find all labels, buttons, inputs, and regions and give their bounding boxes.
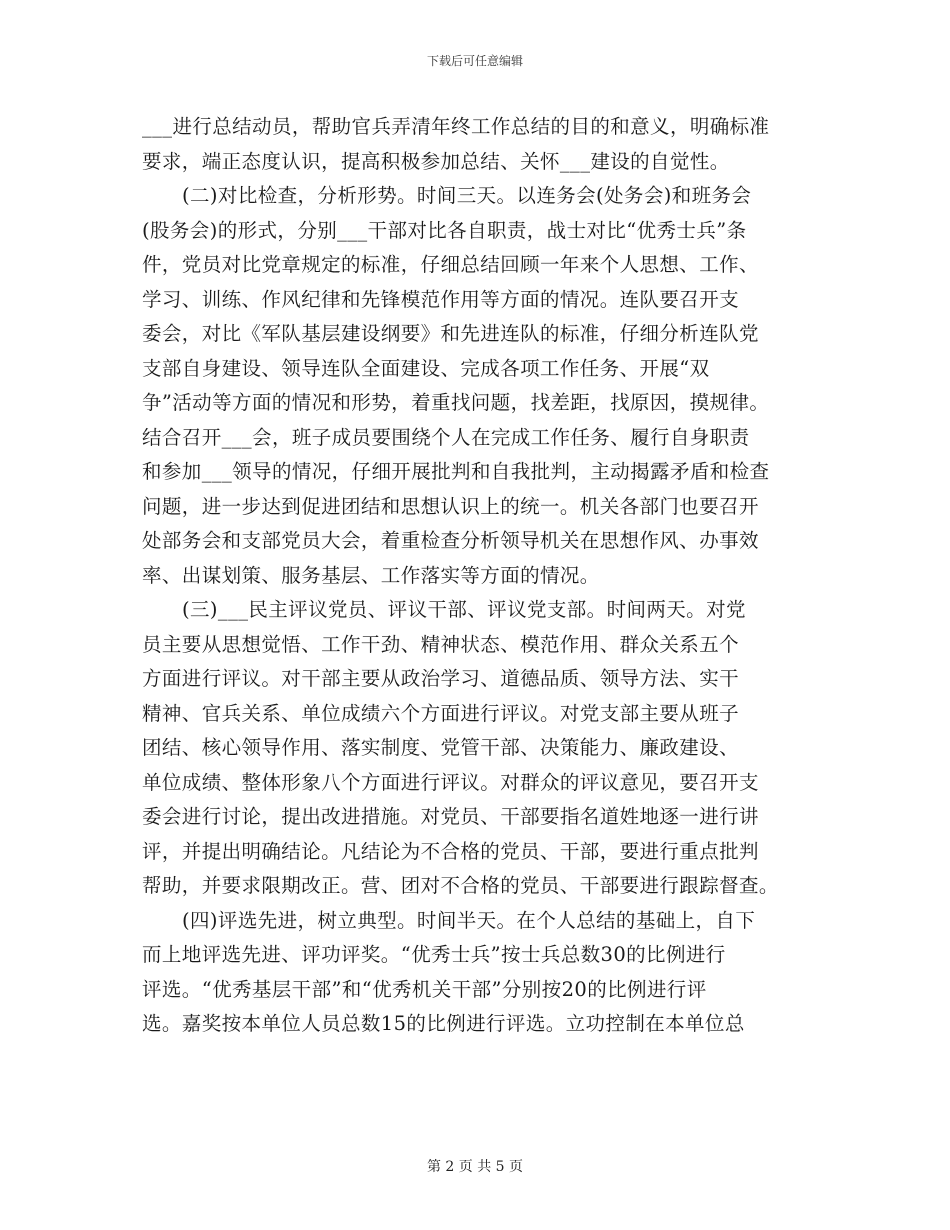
text-line: (二)对比检查，分析形势。时间三天。以连务会(处务会)和班务会 [182,184,752,207]
text-line: 委会进行讨论，提出改进措施。对党员、干部要指名道姓地逐一进行讲 [142,805,759,828]
text-line: 争”活动等方面的情况和形势，着重找问题，找差距，找原因，摸规律。 [142,391,770,414]
text-line: 学习、训练、作风纪律和先锋模范作用等方面的情况。连队要召开支 [142,287,740,311]
text-line: 率、出谋划策、服务基层、工作落实等方面的情况。 [142,563,600,587]
document-body [142,110,810,1042]
text-line: 精神、官兵关系、单位成绩六个方面进行评议。对党支部主要从班子 [142,701,740,725]
text-line: ___进行总结动员，帮助官兵弄清年终工作总结的目的和意义，明确标准 [142,115,770,138]
text-line: 而上地评选先进、评功评奖。“优秀士兵”按士兵总数30的比例进行 [142,943,726,966]
text-line: 结合召开___会，班子成员要围绕个人在完成工作任务、履行自身职责 [142,425,750,449]
text-line: 问题，进一步达到促进团结和思想认识上的统一。机关各部门也要召开 [142,494,759,518]
text-line: 要求，端正态度认识，提高积极参加总结、关怀___建设的自觉性。 [142,149,730,173]
text-line: 处部务会和支部党员大会，着重检查分析领导机关在思想作风、办事效 [142,529,759,552]
page-header-note: 下载后可任意编辑 [426,54,523,68]
text-line: (四)评选先进，树立典型。时间半天。在个人总结的基础上，自下 [182,908,756,932]
text-line: 团结、核心领导作用、落实制度、党管干部、决策能力、廉政建设、 [142,736,740,759]
text-line: 委会，对比《军队基层建设纲要》和先进连队的标准，仔细分析连队党 [142,322,759,345]
text-line: 评选。“优秀基层干部”和“优秀机关干部”分别按20的比例进行评 [142,977,707,1001]
text-line: 评，并提出明确结论。凡结论为不合格的党员、干部，要进行重点批判 [142,839,759,863]
text-line: 单位成绩、整体形象八个方面进行评议。对群众的评议意见，要召开支 [142,770,759,794]
page-footer-number: 第 2 页 共 5 页 [426,1159,524,1175]
text-line: 选。嘉奖按本单位人员总数15的比例进行评选。立功控制在本单位总 [142,1012,745,1035]
text-line: 帮助，并要求限期改正。营、团对不合格的党员、干部要进行跟踪督查。 [142,874,779,897]
text-line: 员主要从思想觉悟、工作干劲、精神状态、模范作用、群众关系五个 [142,632,740,656]
text-line: 件，党员对比党章规定的标准，仔细总结回顾一年来个人思想、工作、 [142,253,759,276]
text-line: (三)___民主评议党员、评议干部、评议党支部。时间两天。对党 [182,598,746,621]
text-line: 支部自身建设、领导连队全面建设、完成各项工作任务、开展“双 [142,356,710,380]
text-line: (股务会)的形式，分别___干部对比各自职责，战士对比“优秀士兵”条 [142,218,747,242]
text-line: 方面进行评议。对干部主要从政治学习、道德品质、领导方法、实干 [142,667,740,690]
text-line: 和参加___领导的情况，仔细开展批判和自我批判，主动揭露矛盾和检查 [142,460,770,483]
